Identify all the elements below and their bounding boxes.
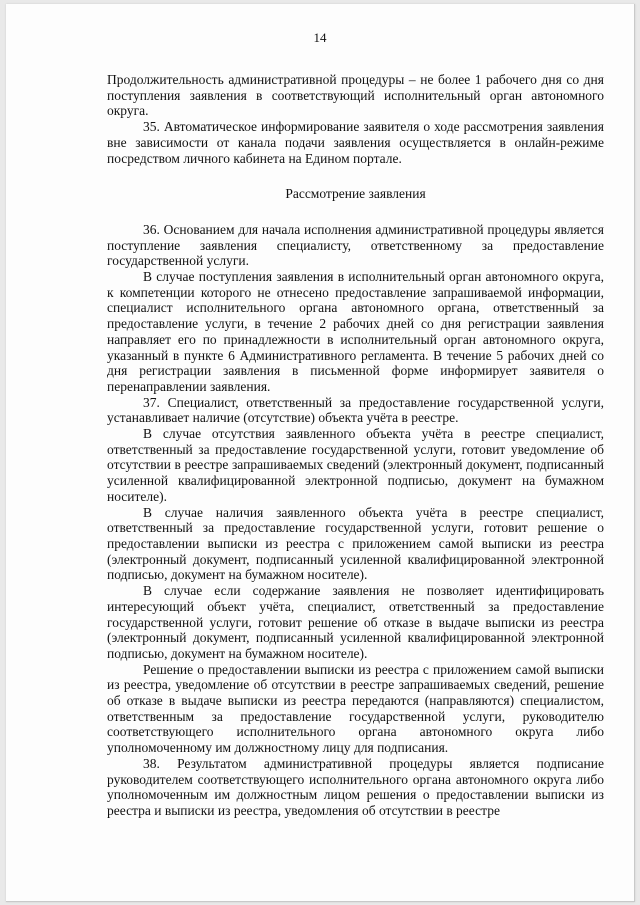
paragraph-37: 37. Специалист, ответственный за предоставление государственной услуги, устанавливает наличие (отсутствие) объекта учёта в реестре.	[107, 394, 604, 426]
document-body	[107, 72, 604, 819]
paragraph-38: 38. Результатом административной процедуры является подписание руководителем соответствующего исполнительного органа автономного округа либо уполномоченным им должностным лицом решения о предоставлении выписки из реестра и выписки из реестра, уведомления об отсутствии в реестре	[107, 755, 604, 818]
document-page	[6, 4, 635, 902]
paragraph-36: 36. Основанием для начала исполнения административной процедуры является поступление заявления специалисту, ответственному за предоставление государственной услуги.	[107, 221, 604, 269]
section-heading: Рассмотрение заявления	[285, 186, 426, 202]
paragraph: В случае если содержание заявления не позволяет идентифицировать интересующий объект учёта, специалист, ответственный за предоставление государственной услуги, готовит решение об отказе в выдаче выписки из реестра (электронный документ, подписанный усиленной квалифицированной электронной подписью, документ на бумажном носителе).	[107, 583, 604, 661]
paragraph: В случае наличия заявленного объекта учёта в реестре специалист, ответственный за предоставление государственной услуги, готовит решение о предоставлении выписки из реестра с приложением самой выписки из реестра (электронный документ, подписанный усиленной квалифицированной электронной подписью, документ на бумажном носителе).	[107, 504, 604, 583]
paragraph: Решение о предоставлении выписки из реестра с приложением самой выписки из реестра, уведомление об отсутствии в реестре запрашиваемых сведений, решение об отказе в выдаче выписки из реестра передаются (направляются) специалистом, ответственным за предоставление государственной услуги, руководителю соответствующего исполнительного органа автономного округа либо уполномоченному им должностному лицу для подписания.	[107, 661, 604, 756]
paragraph: В случае отсутствия заявленного объекта учёта в реестре специалист, ответственный за предоставление государственной услуги, готовит уведомление об отсутствии в реестре запрашиваемых сведений (электронный документ, подписанный усиленной квалифицированной электронной подписью, документ на бумажном носителе).	[107, 426, 604, 504]
paragraph: Продолжительность административной процедуры – не более 1 рабочего дня со дня поступления заявления в соответствующий исполнительный орган автономного округа.	[107, 72, 604, 119]
paragraph: В случае поступления заявления в исполнительный орган автономного округа, к компетенции которого не отнесено предоставление запрашиваемой информации, специалист исполнительного органа автономного органа, ответственный за предоставление услуги, в течение 2 рабочих дней со дня регистрации заявления направляет его по принадлежности в исполнительный орган автономного округа, указанный в пункте 6 Административного регламента. В течение 5 рабочих дней со дня регистрации заявления в письменной форме информирует заявителя о перенаправлении заявления.	[107, 269, 604, 394]
paragraph-35: 35. Автоматическое информирование заявителя о ходе рассмотрения заявления вне зависимости от канала подачи заявления осуществляется в онлайн-режиме посредством личного кабинета на Едином портале.	[107, 119, 604, 166]
page-number: 14	[313, 30, 327, 45]
